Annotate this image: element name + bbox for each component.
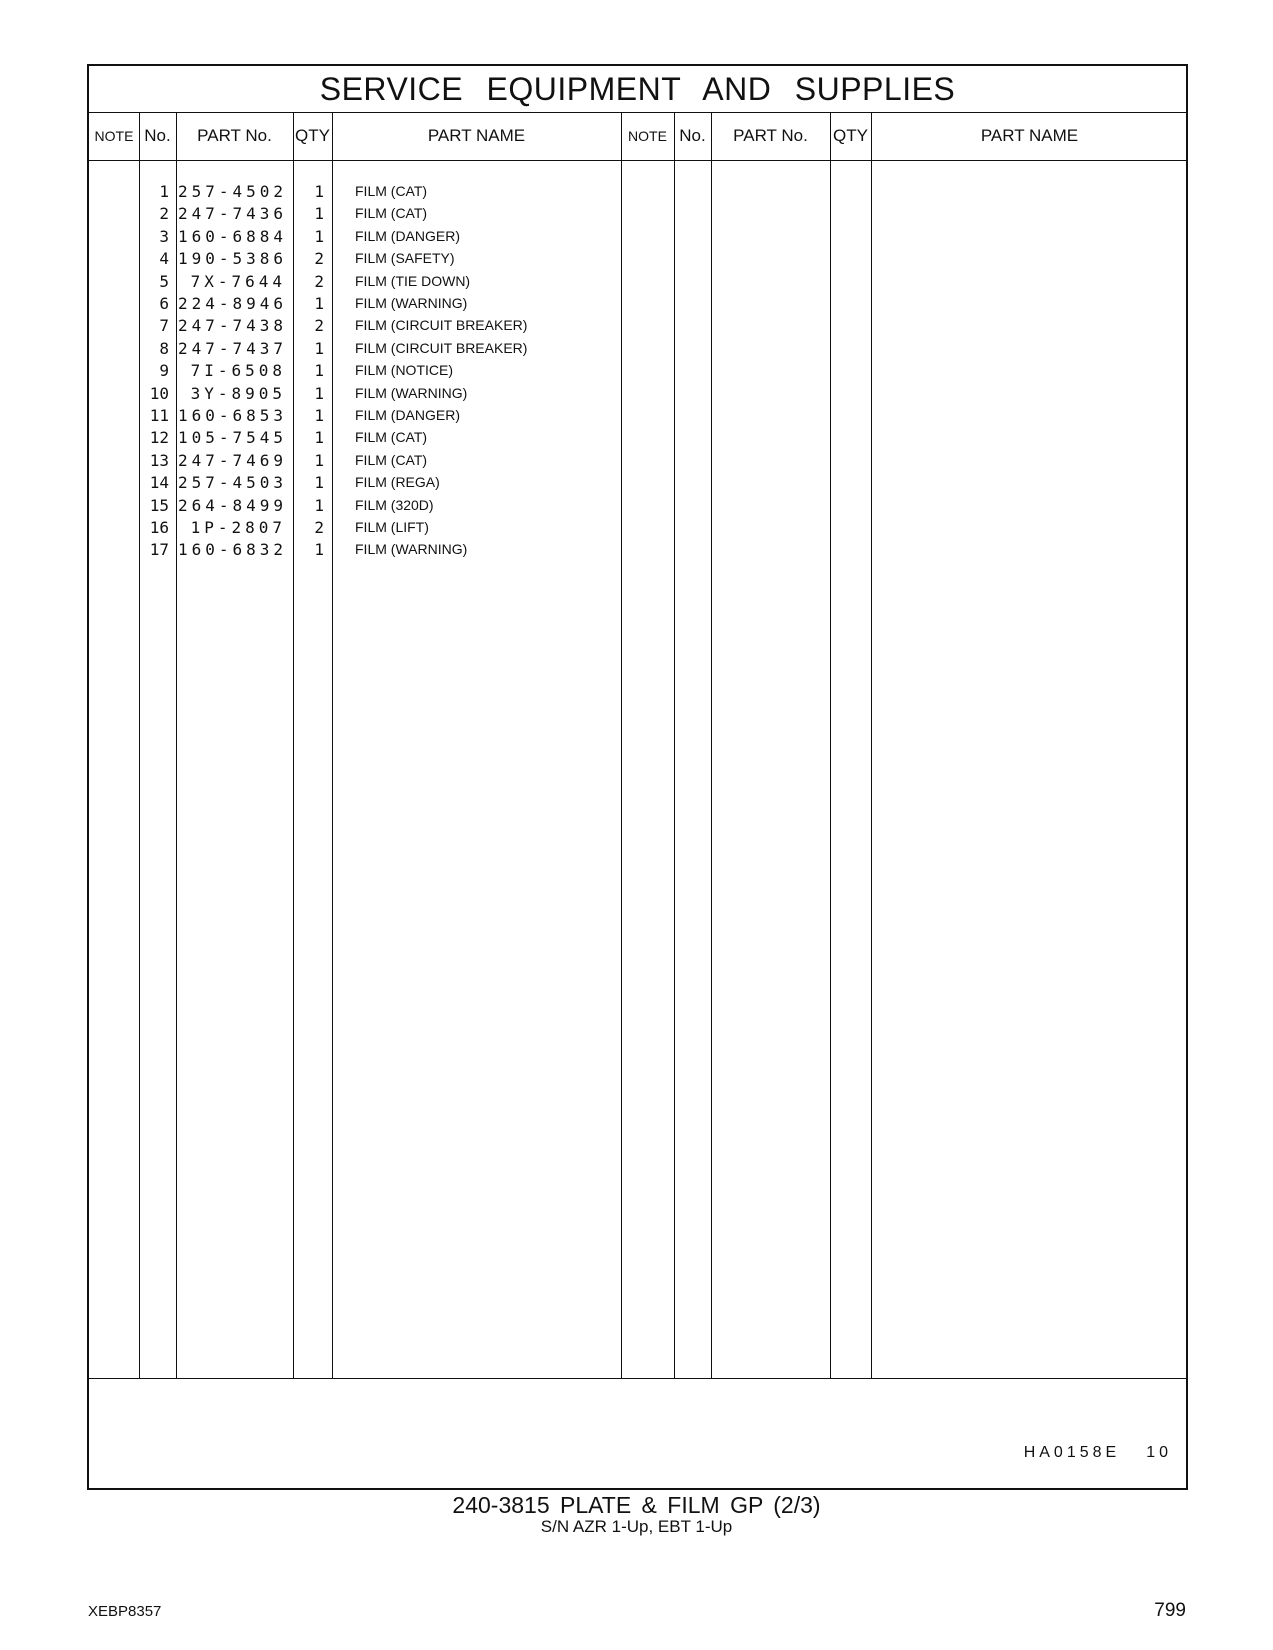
quantity: 1 (314, 294, 324, 313)
item-number: 2 (159, 204, 169, 224)
header-part-no-right: PART No. (733, 126, 808, 145)
item-number: 8 (159, 338, 169, 358)
part-number: 247-7438 (178, 316, 288, 336)
table-row (89, 538, 1186, 561)
header-part-no: PART No. (197, 126, 272, 145)
quantity: 1 (314, 204, 324, 224)
header-no-right: No. (679, 126, 706, 145)
quantity: 2 (314, 316, 324, 336)
part-number: 1P-2807 (190, 518, 286, 537)
part-number: 7I-6508 (190, 361, 286, 381)
quantity: 1 (314, 406, 324, 425)
item-number: 16 (149, 518, 169, 537)
part-name: FILM (CIRCUIT BREAKER) (355, 339, 528, 356)
item-number: 4 (159, 249, 169, 269)
part-number: 160-6853 (178, 406, 288, 425)
parts-table-frame (87, 64, 1188, 1490)
part-number: 247-7469 (178, 450, 288, 470)
illustration-code-number: 10 (1146, 1444, 1172, 1461)
part-number: 257-4502 (178, 182, 288, 201)
table-row (89, 494, 1186, 517)
serial-number-range: S/N AZR 1-Up, EBT 1-Up (540, 1517, 733, 1536)
part-name: FILM (CAT) (355, 429, 428, 446)
quantity: 1 (314, 361, 324, 381)
item-number: 10 (149, 383, 169, 403)
part-name: FILM (CAT) (355, 205, 428, 222)
part-number: 160-6884 (178, 226, 288, 246)
header-qty: QTY (295, 126, 330, 145)
item-number: 6 (159, 294, 169, 313)
quantity: 1 (314, 473, 324, 493)
item-number: 1 (159, 182, 169, 201)
table-row (89, 247, 1186, 270)
item-number: 5 (159, 271, 169, 291)
table-row (89, 382, 1186, 405)
quantity: 2 (314, 249, 324, 269)
illustration-code (1024, 1444, 1172, 1462)
header-part-name: PART NAME (427, 126, 526, 145)
part-name: FILM (WARNING) (355, 384, 468, 401)
part-number: 257-4503 (178, 473, 288, 493)
document-number: XEBP8357 (88, 1603, 162, 1620)
part-number: 160-6832 (178, 540, 288, 560)
page-title: SERVICE EQUIPMENT AND SUPPLIES (89, 66, 1186, 113)
quantity: 1 (314, 182, 324, 201)
header-qty-right: QTY (833, 126, 868, 145)
table-row (89, 449, 1186, 472)
part-name: FILM (SAFETY) (355, 250, 455, 267)
table-row (89, 202, 1186, 225)
part-number: 190-5386 (178, 249, 288, 269)
quantity: 2 (314, 271, 324, 291)
table-row (89, 314, 1186, 337)
part-number: 224-8946 (178, 294, 288, 313)
part-name: FILM (DANGER) (355, 227, 460, 244)
item-number: 3 (159, 226, 169, 246)
part-number: 264-8499 (178, 495, 288, 515)
table-row (89, 404, 1186, 427)
page-number: 799 (1154, 1600, 1186, 1621)
table-row (89, 270, 1186, 293)
part-name: FILM (CIRCUIT BREAKER) (355, 317, 528, 334)
part-name: FILM (320D) (355, 496, 434, 513)
item-number: 12 (149, 428, 169, 448)
part-name: FILM (CAT) (355, 451, 428, 468)
part-name: FILM (DANGER) (355, 407, 460, 423)
quantity: 1 (314, 450, 324, 470)
part-name: FILM (REGA) (355, 474, 440, 491)
part-name: FILM (WARNING) (355, 295, 468, 311)
part-number: 247-7437 (178, 338, 288, 358)
item-number: 13 (149, 450, 169, 470)
header-part-name-right: PART NAME (980, 126, 1079, 145)
table-row (89, 225, 1186, 248)
table-row (89, 337, 1186, 360)
item-number: 11 (149, 406, 169, 425)
group-caption: 240-3815 PLATE & FILM GP (2/3) (452, 1492, 821, 1518)
table-row (89, 471, 1186, 494)
table-row (89, 516, 1186, 539)
part-name: FILM (TIE DOWN) (355, 272, 471, 289)
item-number: 7 (159, 316, 169, 336)
table-row (89, 359, 1186, 382)
quantity: 1 (314, 226, 324, 246)
part-number: 7X-7644 (190, 271, 286, 291)
table-bottom-rule (89, 1378, 1186, 1379)
part-name: FILM (LIFT) (355, 519, 429, 535)
item-number: 15 (149, 495, 169, 515)
part-name: FILM (CAT) (355, 183, 428, 199)
quantity: 1 (314, 495, 324, 515)
part-number: 105-7545 (178, 428, 288, 448)
item-number: 9 (159, 361, 169, 381)
quantity: 2 (314, 518, 324, 537)
item-number: 14 (149, 473, 169, 493)
quantity: 1 (314, 428, 324, 448)
table-row (89, 180, 1186, 203)
part-name: FILM (WARNING) (355, 541, 468, 558)
quantity: 1 (314, 383, 324, 403)
part-number: 3Y-8905 (190, 383, 286, 403)
part-number: 247-7436 (178, 204, 288, 224)
quantity: 1 (314, 540, 324, 560)
header-bottom-rule (89, 160, 1186, 161)
quantity: 1 (314, 338, 324, 358)
header-note-right: NOTE (628, 128, 667, 144)
header-note: NOTE (94, 128, 134, 144)
table-row (89, 292, 1186, 315)
item-number: 17 (149, 540, 169, 560)
part-name: FILM (NOTICE) (355, 362, 453, 379)
illustration-code-id: HA0158E (1023, 1444, 1121, 1461)
header-no: No. (144, 126, 171, 145)
table-row (89, 426, 1186, 449)
